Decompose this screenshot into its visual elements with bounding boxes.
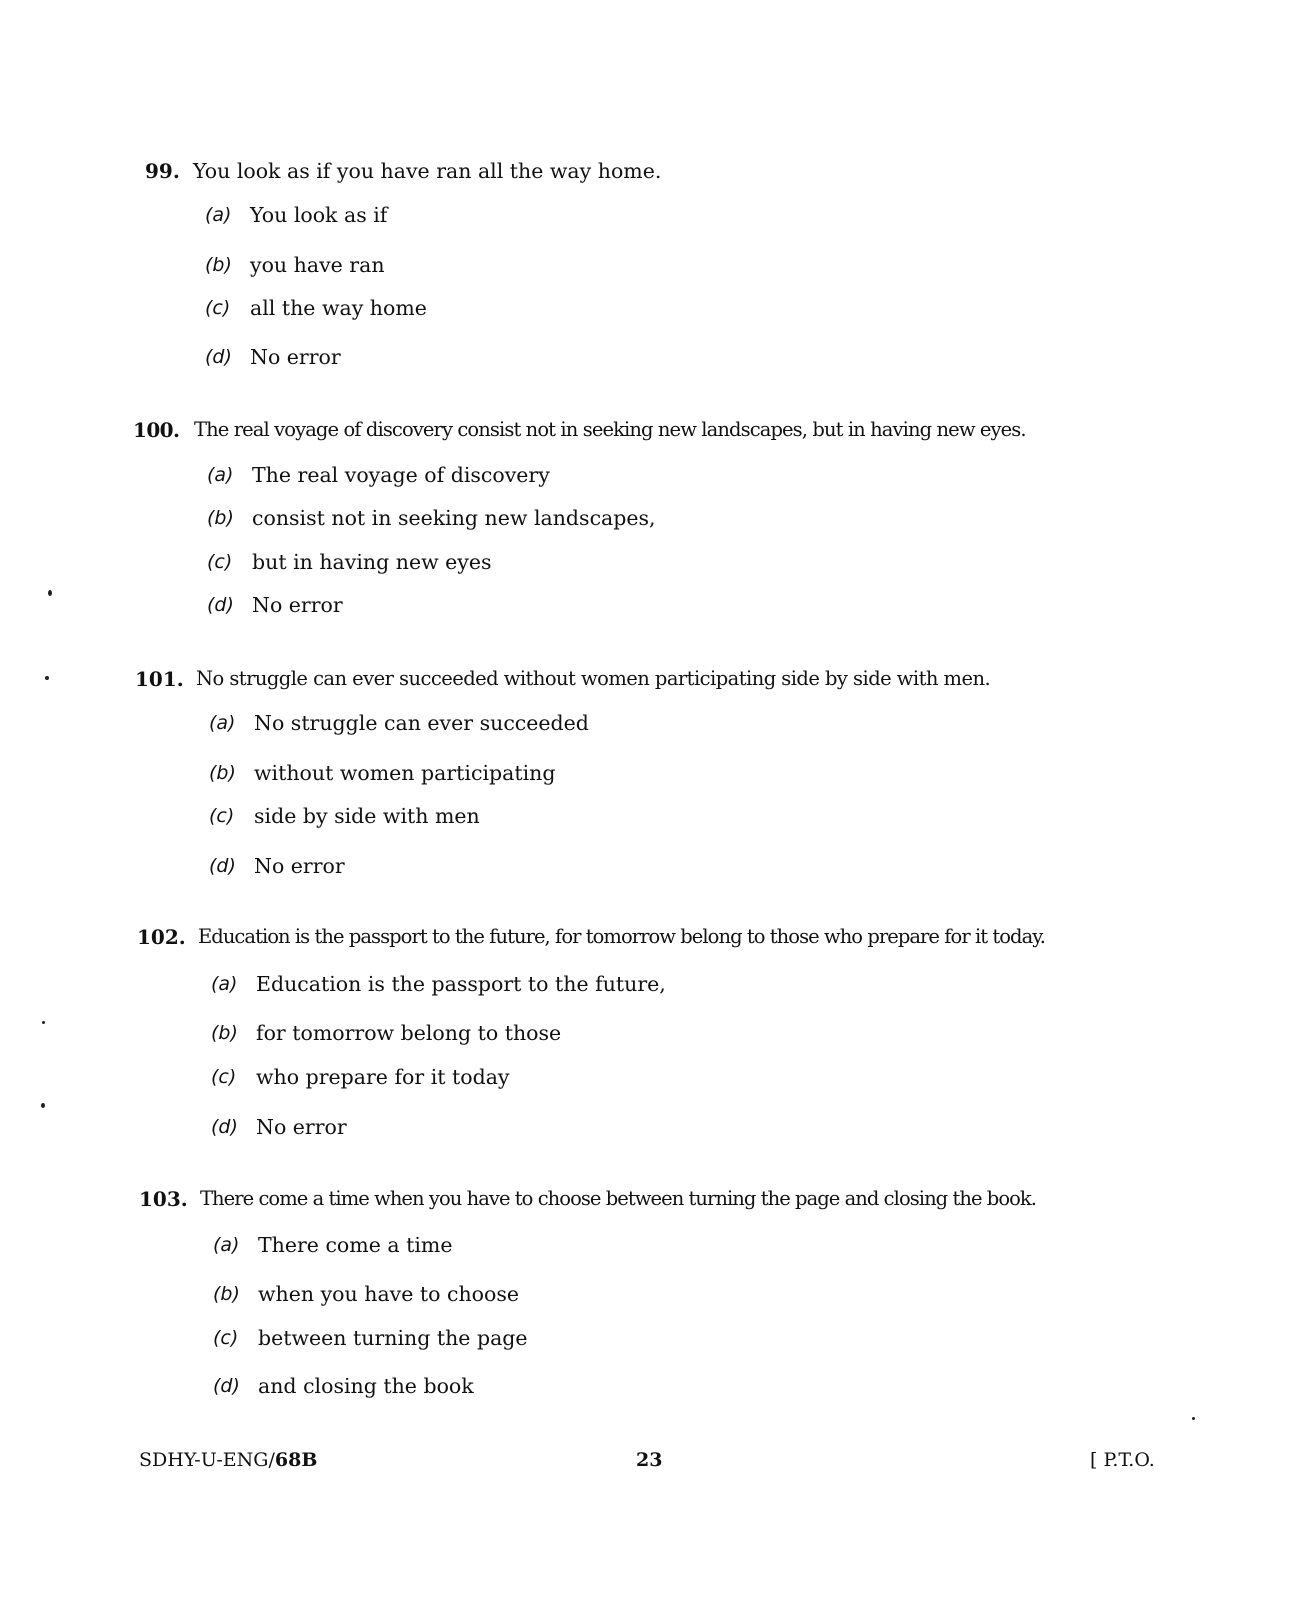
exam-code — [139, 1449, 317, 1471]
option-label: (b) — [211, 1022, 238, 1044]
option-text: consist not in seeking new landscapes, — [252, 506, 656, 530]
option-label: (a) — [213, 1234, 240, 1256]
option-text: No error — [252, 593, 343, 617]
question-number: 99. — [145, 159, 180, 183]
option-text: There come a time — [258, 1233, 453, 1257]
pto-note: [ P.T.O. — [1090, 1449, 1155, 1471]
question-text: You look as if you have ran all the way home. — [193, 159, 662, 183]
option-label: (c) — [205, 297, 231, 319]
scan-speck — [1192, 1417, 1195, 1420]
scan-speck — [42, 1021, 45, 1024]
option-text: all the way home — [250, 296, 427, 320]
option-label: (c) — [207, 551, 233, 573]
option-text: You look as if — [250, 203, 388, 227]
scan-speck — [41, 1103, 45, 1108]
option-text: No error — [256, 1115, 347, 1139]
question-number: 102. — [137, 925, 186, 949]
question-text: There come a time when you have to choose between turning the page and closing the book. — [200, 1187, 1037, 1210]
option-label: (a) — [211, 973, 238, 995]
option-label: (d) — [209, 855, 236, 877]
option-label: (d) — [213, 1375, 240, 1397]
option-text: No error — [250, 345, 341, 369]
page-number: 23 — [636, 1449, 663, 1471]
option-text: side by side with men — [254, 804, 480, 828]
option-label: (b) — [207, 507, 234, 529]
option-text: Education is the passport to the future, — [256, 972, 666, 996]
option-text: who prepare for it today — [256, 1065, 510, 1089]
question-text: Education is the passport to the future, for tomorrow belong to those who prepare for it today. — [198, 925, 1045, 948]
option-text: you have ran — [250, 253, 385, 277]
option-label: (d) — [211, 1116, 238, 1138]
option-text: without women participating — [254, 761, 556, 785]
exam-code-prefix: SDHY-U-ENG/ — [139, 1449, 275, 1471]
option-label: (d) — [205, 346, 232, 368]
option-label: (c) — [209, 805, 235, 827]
option-label: (c) — [211, 1066, 237, 1088]
option-label: (b) — [213, 1283, 240, 1305]
option-label: (b) — [209, 762, 236, 784]
option-text: for tomorrow belong to those — [256, 1021, 562, 1045]
option-text: No struggle can ever succeeded — [254, 711, 589, 735]
question-text: No struggle can ever succeeded without women participating side by side with men. — [196, 667, 991, 690]
option-text: but in having new eyes — [252, 550, 492, 574]
scan-speck — [45, 676, 49, 680]
option-label: (b) — [205, 254, 232, 276]
option-label: (a) — [205, 204, 232, 226]
question-number: 103. — [139, 1187, 188, 1211]
question-number: 101. — [135, 667, 184, 691]
option-label: (c) — [213, 1327, 239, 1349]
option-text: and closing the book — [258, 1374, 474, 1398]
option-text: when you have to choose — [258, 1282, 520, 1306]
option-label: (a) — [207, 464, 234, 486]
question-text: The real voyage of discovery consist not in seeking new landscapes, but in having new eyes. — [194, 418, 1026, 441]
option-label: (a) — [209, 712, 236, 734]
option-text: The real voyage of discovery — [252, 463, 550, 487]
option-label: (d) — [207, 594, 234, 616]
exam-code-suffix: 68B — [274, 1449, 318, 1471]
question-number: 100. — [133, 418, 180, 442]
option-text: between turning the page — [258, 1326, 528, 1350]
option-text: No error — [254, 854, 345, 878]
scan-speck — [48, 590, 52, 596]
